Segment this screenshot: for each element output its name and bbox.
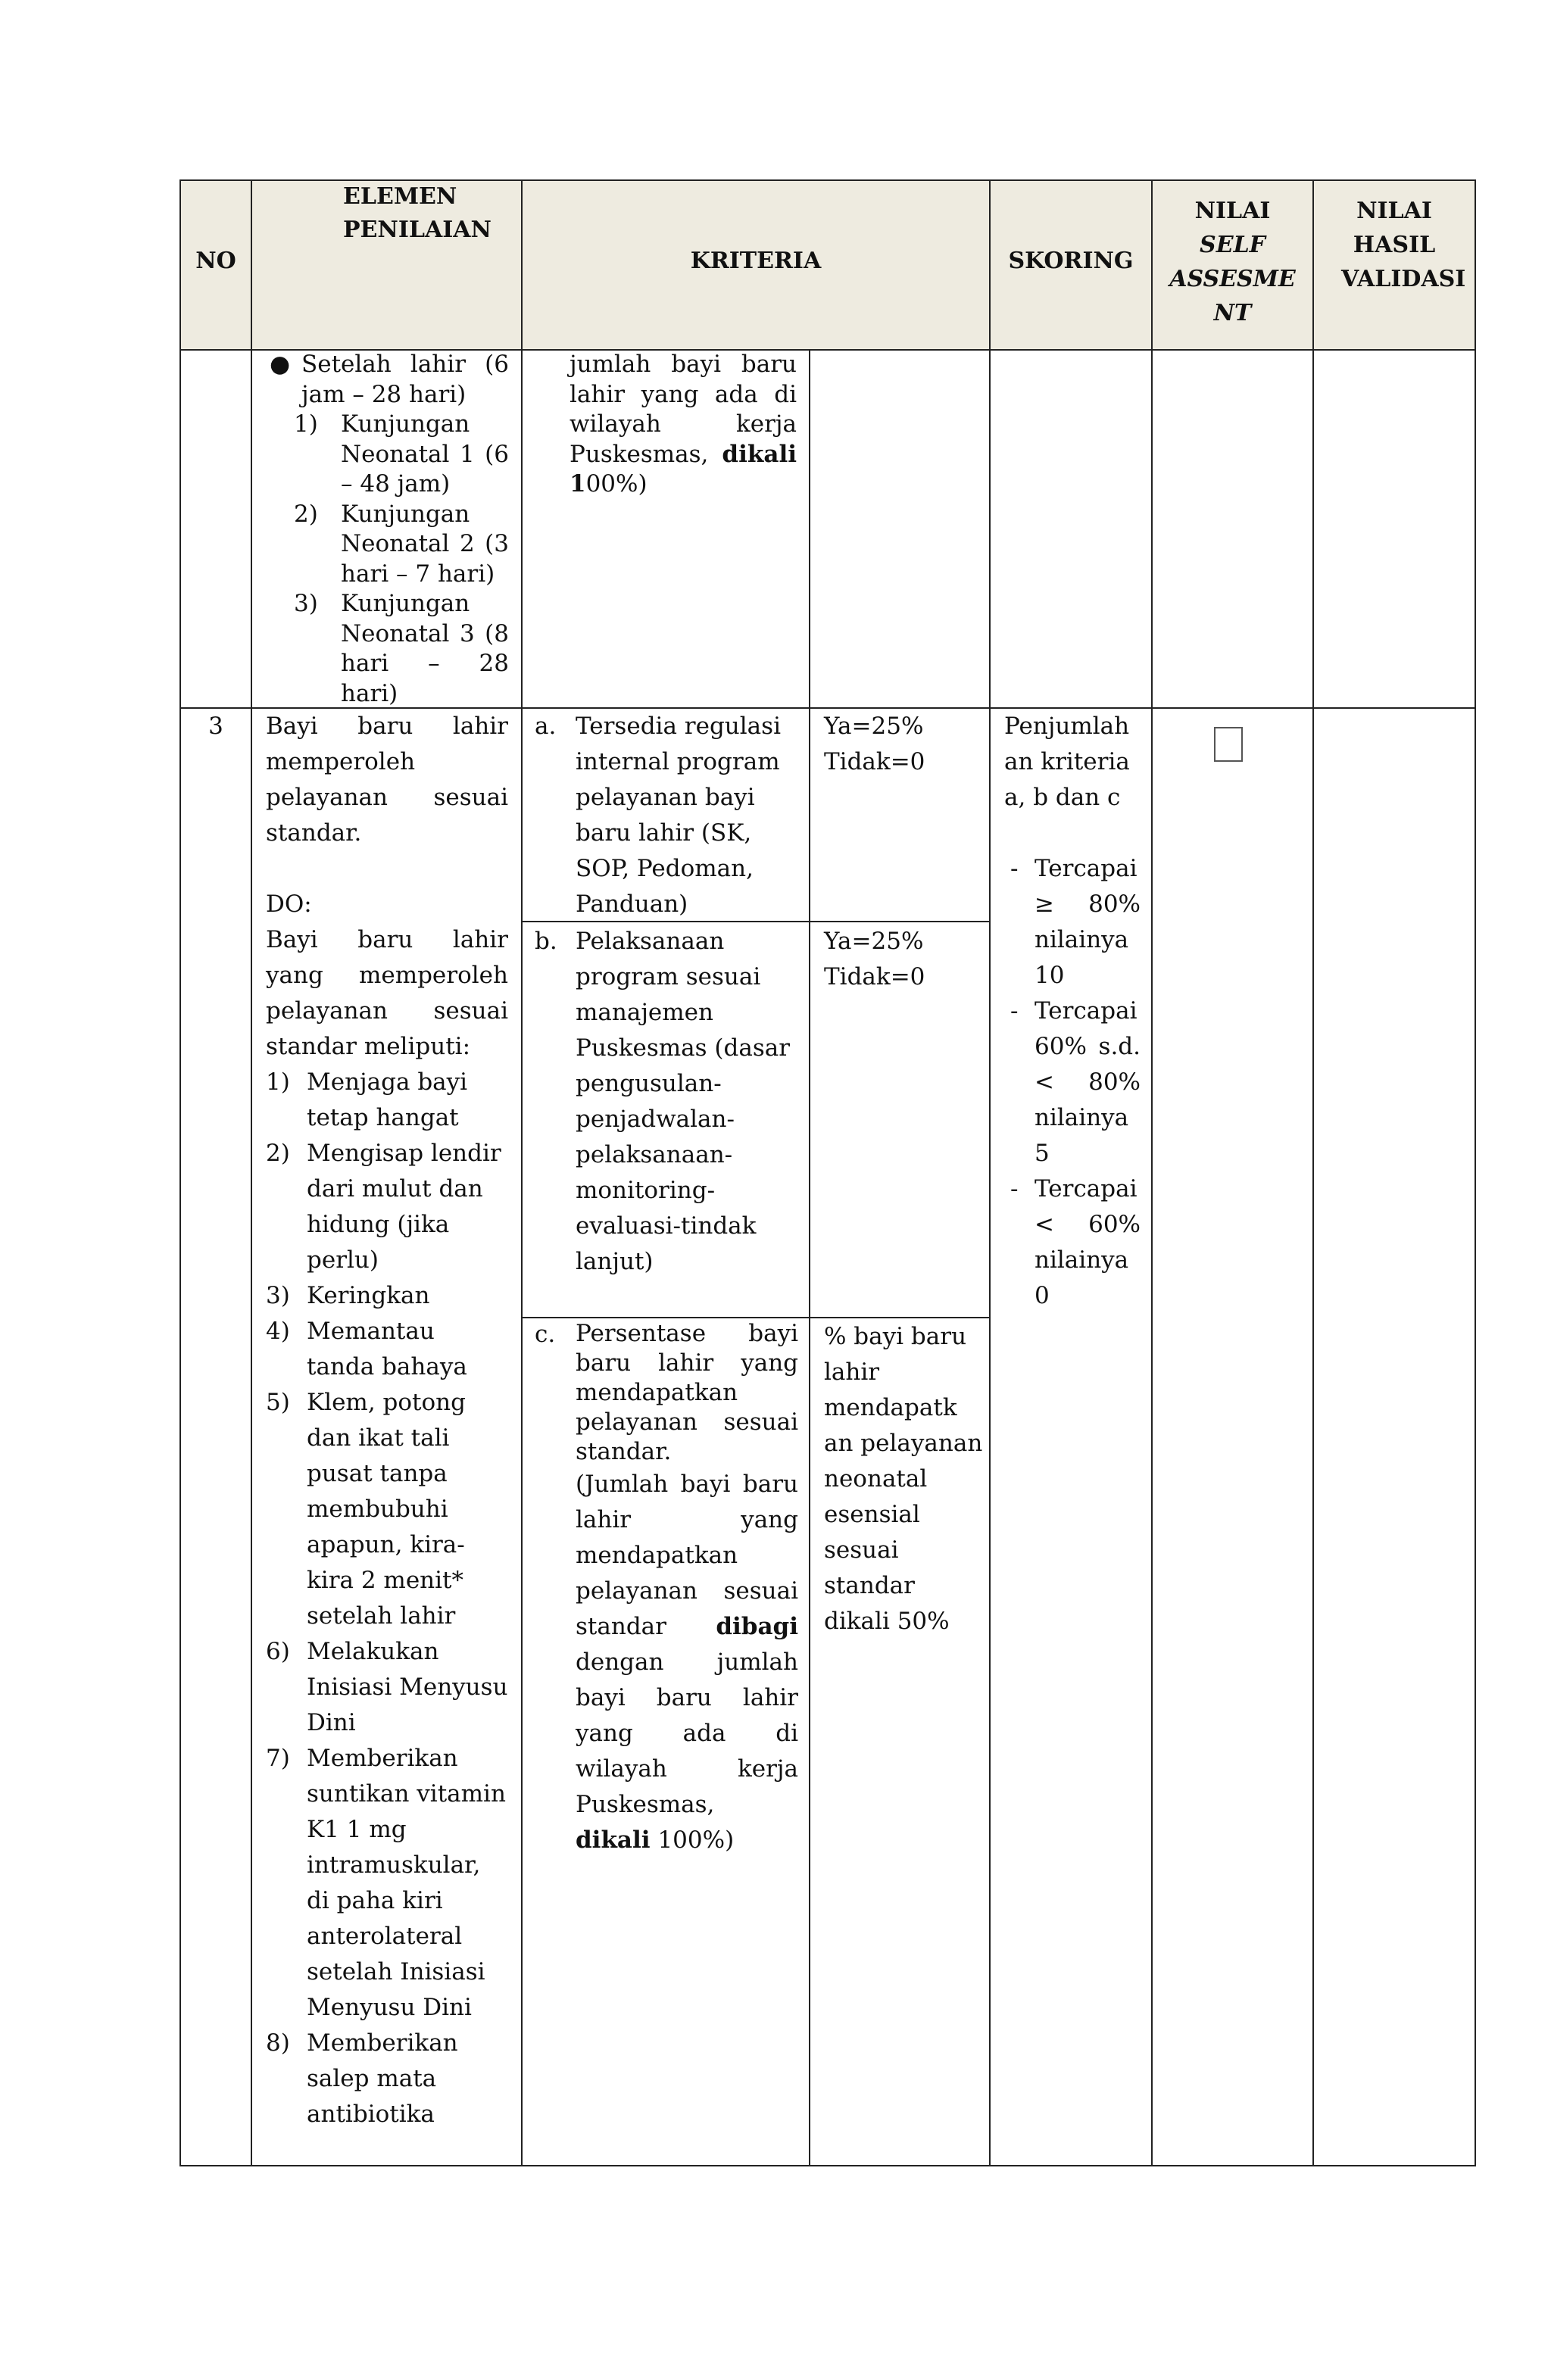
table-border-right bbox=[1475, 179, 1476, 2166]
criteria-text: Tersedia regulasi internal program pelayanan bayi baru lahir (SK, SOP, Pedoman, Panduan) bbox=[576, 713, 781, 918]
criteria-a-score: Ya=25% Tidak=0 bbox=[824, 713, 925, 775]
standard-list bbox=[266, 1065, 508, 2132]
header-nilai-self-line4: NT bbox=[1213, 300, 1252, 326]
table-border-left bbox=[179, 179, 181, 2166]
list-item: 4) Memantau tanda bahaya bbox=[266, 1318, 467, 1380]
column-divider bbox=[989, 179, 991, 2166]
criteria-divider bbox=[521, 1317, 991, 1318]
self-assessment-checkbox[interactable] bbox=[1214, 727, 1243, 762]
list-item: 2) Mengisap lendir dari mulut dan hidung (jika perlu) bbox=[266, 1140, 501, 1274]
criteria-formula: (Jumlah bayi baru lahir yang mendapatkan pelayanan sesuai standar dibagi dengan jumlah bayi baru lahir yang ada di wilayah kerja Puskesmas, dikali 100%) bbox=[576, 1471, 798, 1854]
visit-list bbox=[270, 410, 509, 709]
row3-elemen-cell bbox=[266, 709, 508, 2132]
header-nilai-self-line3: ASSESME bbox=[1169, 266, 1296, 292]
criteria-letter: a. bbox=[535, 713, 557, 740]
list-item: 2) Kunjungan Neonatal 2 (3 hari – 7 hari) bbox=[294, 500, 509, 588]
column-divider bbox=[251, 179, 252, 2166]
do-label: DO: bbox=[266, 891, 312, 918]
criteria-b-score: Ya=25% Tidak=0 bbox=[824, 928, 925, 990]
header-nilai-self-assessment bbox=[1153, 194, 1312, 330]
criteria-letter: c. bbox=[535, 1321, 556, 1348]
list-item bbox=[270, 350, 509, 410]
row-number: 3 bbox=[208, 713, 223, 740]
header-elemen-label: ELEMEN PENILAIAN bbox=[343, 183, 492, 243]
skoring-cell bbox=[1004, 709, 1141, 1314]
criteria-c-score: % bayi baru lahir mendapatk an pelayanan neonatal esensial sesuai standar dikali 50% bbox=[824, 1323, 983, 1635]
criteria-b bbox=[535, 924, 798, 1280]
header-kriteria: KRITERIA bbox=[690, 248, 822, 274]
list-item: 6) Melakukan Inisiasi Menyusu Dini bbox=[266, 1638, 508, 1736]
list-item: 3) Keringkan bbox=[266, 1282, 430, 1309]
header-nilai-self-line1: NILAI bbox=[1194, 198, 1271, 224]
header-elemen-penilaian bbox=[252, 180, 521, 247]
list-item: 7) Memberikan suntikan vitamin K1 1 mg intramuskular, di paha kiri anterolateral setelah Inisiasi Menyusu Dini bbox=[266, 1745, 506, 2021]
column-divider bbox=[521, 179, 523, 2166]
skoring-intro: Penjumlah an kriteria a, b dan c bbox=[1004, 713, 1130, 811]
cont-elemen-cell bbox=[270, 350, 509, 709]
cont-kriteria-cell: jumlah bayi baru lahir yang ada di wilayah kerja Puskesmas, dikali 100%) bbox=[570, 351, 797, 498]
criteria-text: Persentase bayi baru lahir yang mendapatkan pelayanan sesuai standar. bbox=[576, 1320, 798, 1465]
header-skoring: SKORING bbox=[1008, 248, 1134, 274]
criteria-c bbox=[535, 1319, 798, 1858]
list-item: 5) Klem, potong dan ikat tali pusat tanpa membubuhi apapun, kira-kira 2 menit* setelah lahir bbox=[266, 1389, 466, 1630]
list-item: 1) Menjaga bayi tetap hangat bbox=[266, 1068, 468, 1131]
header-nilai-hasil-label: NILAI HASIL VALIDASI bbox=[1341, 198, 1466, 292]
list-item: 3) Kunjungan Neonatal 3 (8 hari – 28 hari) bbox=[294, 590, 509, 707]
column-divider bbox=[809, 350, 810, 2166]
list-item: - Tercapai ≥ 80% nilainya 10 bbox=[1010, 855, 1141, 989]
criteria-letter: b. bbox=[535, 928, 557, 955]
table-border-bottom bbox=[179, 2165, 1476, 2166]
do-text: Bayi baru lahir yang memperoleh pelayanan sesuai standar meliputi: bbox=[266, 926, 508, 1060]
column-divider bbox=[1312, 179, 1314, 2166]
criteria-a bbox=[535, 709, 798, 922]
elemen-title: Bayi baru lahir memperoleh pelayanan sesuai standar. bbox=[266, 713, 508, 847]
cont-elemen-intro: Setelah lahir (6 jam – 28 hari) bbox=[301, 351, 509, 408]
header-nilai-hasil-validasi bbox=[1314, 194, 1475, 296]
list-item: 8) Memberikan salep mata antibiotika bbox=[266, 2029, 458, 2128]
list-item: 1) Kunjungan Neonatal 1 (6 – 48 jam) bbox=[294, 410, 509, 498]
list-item: - Tercapai < 60% nilainya 0 bbox=[1010, 1175, 1141, 1309]
header-nilai-self-line2: SELF bbox=[1200, 232, 1265, 258]
list-item: - Tercapai 60% s.d. < 80% nilainya 5 bbox=[1010, 997, 1141, 1167]
column-divider bbox=[1151, 179, 1153, 2166]
bullet-icon: ● bbox=[270, 351, 291, 378]
criteria-text: Pelaksanaan program sesuai manajemen Puskesmas (dasar pengusulan-penjadwalan-pelaksanaan-monitoring-evaluasi-tindak lanjut) bbox=[576, 928, 791, 1275]
header-no: NO bbox=[195, 248, 236, 274]
